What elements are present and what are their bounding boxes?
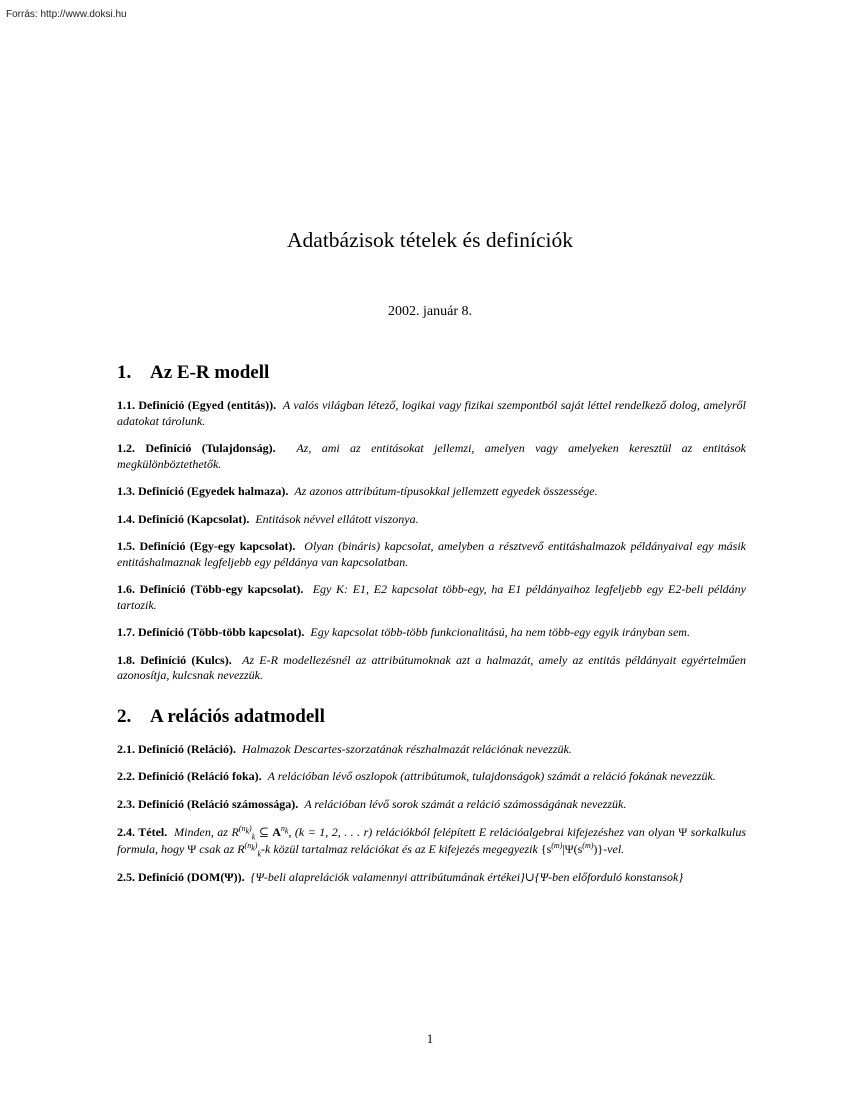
document-body	[117, 362, 746, 898]
section-heading: 2. A relációs adatmodell	[117, 705, 325, 727]
definition-2-5: 2.5. Definíció (DOM(Ψ)). {Ψ-beli alaprelációk valamennyi attribútumának értékei}∪{Ψ-ben előforduló konstansok}	[117, 870, 684, 884]
definition-1-8: 1.8. Definíció (Kulcs). Az E-R modellezésnél az attribútumoknak azt a halmazát, amely az entitás példányait egyértelműen azonosítja, kulcsnak nevezzük.	[117, 652, 746, 682]
document-title: Adatbázisok tételek és definíciók	[287, 228, 573, 252]
document-date: 2002. január 8.	[388, 304, 472, 319]
theorem-2-4: 2.4. Tétel. Minden, az $R^{(n_k)}_k$ ⊆ $A^{n_k}$, (k = 1, 2, . . . r) relációkból felépített E relációalgebrai kifejezéshez van olyan Ψ sorkalkulus formula, hogy Ψ csak az $R^{(n_k)}_k-k$ közül tartalmaz relációkat és az E kifejezés megegyezik $\{s^{(m)}|\Psi(s^{(m)})\}$-vel.	[117, 824, 747, 859]
definition-1-6: 1.6. Definíció (Több-egy kapcsolat). Egy K: E1, E2 kapcsolat több-egy, ha E1 példányaihoz legfeljebb egy E2-beli példány tartozik.	[117, 582, 747, 612]
definition-1-4: 1.4. Definíció (Kapcsolat). Entitások névvel ellátott viszonya.	[117, 511, 419, 526]
section-heading: 1. Az E-R modell	[117, 362, 270, 383]
source-attribution: Forrás: http://www.doksi.hu	[6, 9, 127, 20]
definition-1-7: 1.7. Definíció (Több-több kapcsolat). Egy kapcsolat több-több funkcionalitású, ha nem több-egy egyik irányban sem.	[117, 625, 690, 639]
definition-1-2: 1.2. Definíció (Tulajdonság). Az, ami az entitásokat jellemzi, amelyen vagy amelyeken keresztül az entitások megkülönböztethetők.	[117, 441, 747, 471]
page-number: 1	[426, 1032, 434, 1046]
definition-2-2: 2.2. Definíció (Reláció foka). A relációban lévő oszlopok (attribútumok, tulajdonságok) számát a reláció fokának nevezzük.	[117, 769, 716, 783]
definition-1-1: 1.1. Definíció (Egyed (entitás)). A valós világban létező, logikai vagy fizikai szempontból saját léttel rendelkező dolog, amelyről adatokat tárolunk.	[117, 398, 746, 428]
definition-2-3: 2.3. Definíció (Reláció számossága). A relációban lévő sorok számát a reláció számosságának nevezzük.	[117, 796, 627, 811]
definition-1-5: 1.5. Definíció (Egy-egy kapcsolat). Olyan (bináris) kapcsolat, amelyben a résztvevő entitáshalmazok példányaival egy másik entitáshalmaznak legfeljebb egy példánya van kapcsolatban.	[117, 539, 747, 569]
definition-2-1: 2.1. Definíció (Reláció). Halmazok Descartes-szorzatának részhalmazát relációnak nevezzük.	[117, 741, 572, 756]
definition-1-3: 1.3. Definíció (Egyedek halmaza). Az azonos attribútum-típusokkal jellemzett egyedek összessége.	[117, 484, 598, 498]
